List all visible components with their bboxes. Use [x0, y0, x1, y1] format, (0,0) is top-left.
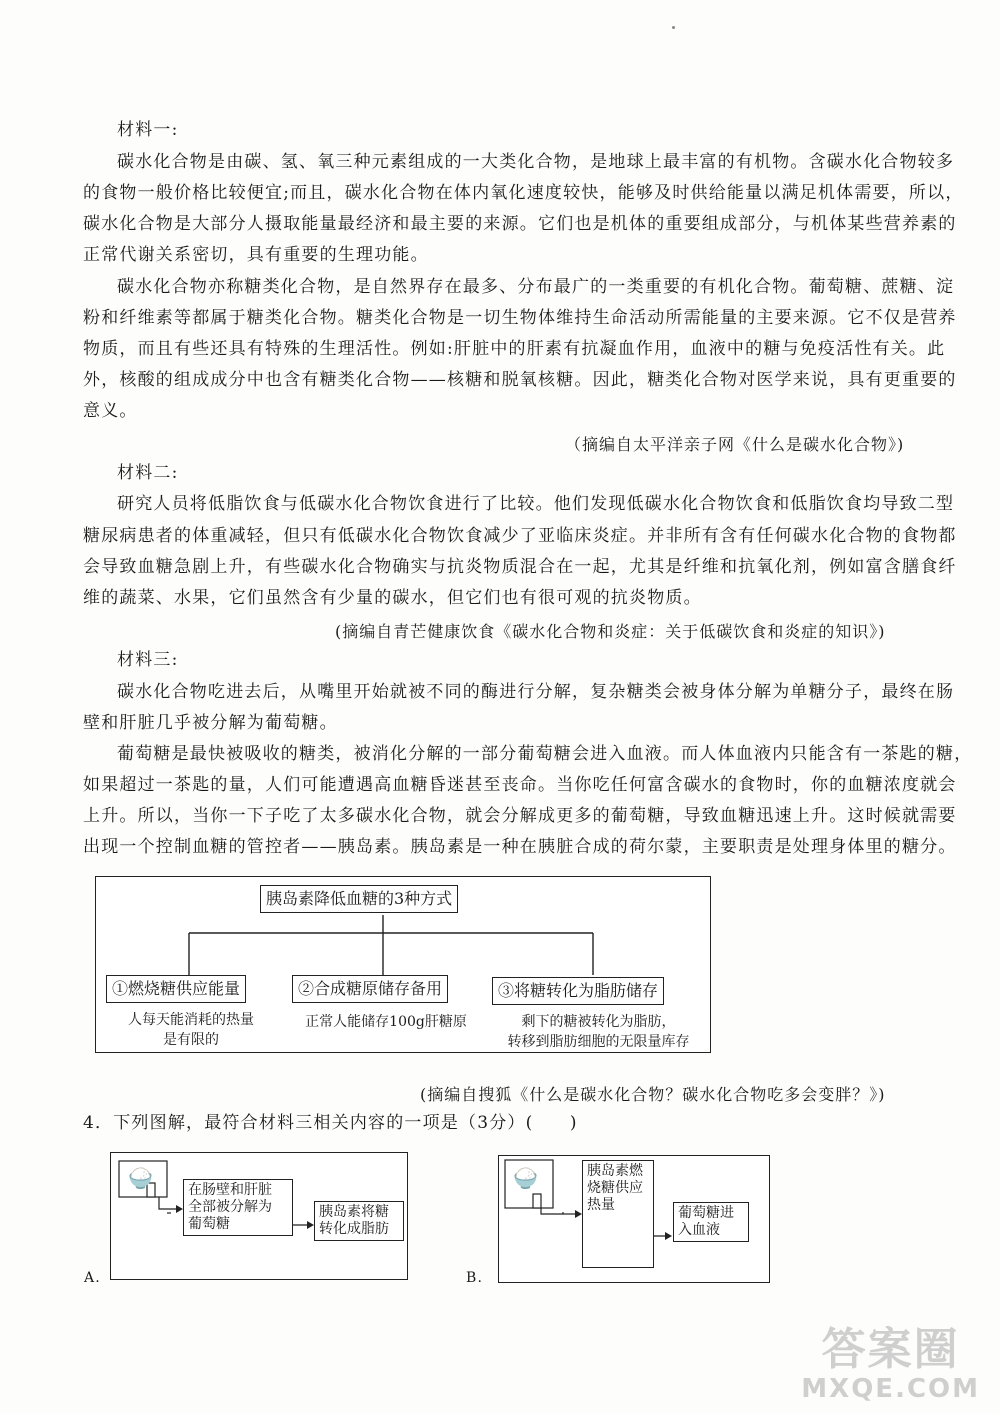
m1-line: 物质，而且有些还具有特殊的生理活性。例如:肝脏中的肝素有抗凝血作用，血液中的糖与免疫活性有关。此 — [83, 339, 946, 359]
m1-line: 正常代谢关系密切，具有重要的生理功能。 — [83, 245, 429, 265]
option-b-letter: B. — [466, 1270, 484, 1286]
m1-line: 粉和纤维素等都属于糖类化合物。糖类化合物是一切生物体维持生命活动所需能量的主要来源。它不仅是营养 — [83, 308, 957, 328]
method-3-desc: 剩下的糖被转化为脂肪， 转移到脂肪细胞的无限量库存 — [507, 1014, 690, 1050]
method-1-desc: 人每天能消耗的热量 是有限的 — [128, 1012, 254, 1048]
m1-line: 碳水化合物是由碳、氢、氧三种元素组成的一大类化合物，是地球上最丰富的有机物。含碳水化合物较多 — [117, 152, 955, 172]
m2-source: (摘编自青芒健康饮食《碳水化合物和炎症：关于低碳饮食和炎症的知识》) — [335, 622, 886, 641]
m1-source: （摘编自太平洋亲子网《什么是碳水化合物》) — [565, 435, 905, 454]
m1-line: 意义。 — [83, 401, 138, 421]
m2-line: 维的蔬菜、水果，它们虽然含有少量的碳水，但它们也有很可观的抗炎物质。 — [83, 588, 702, 608]
option-b-box1: 胰岛素燃 烧糖供应 热量 — [582, 1160, 654, 1268]
rice-bowl-icon: 🍚 — [128, 1166, 153, 1190]
m3-line: 壁和肝脏几乎被分解为葡萄糖。 — [83, 713, 338, 733]
option-a-box2: 胰岛素将糖 转化成脂肪 — [314, 1201, 404, 1241]
m2-line: 糖尿病患者的体重减轻，但只有低碳水化合物饮食减少了亚临床炎症。并非所有含有任何碳水化合物的食物都 — [83, 526, 957, 546]
m1-label: 材料一: — [117, 120, 179, 140]
m1-line: 碳水化合物是大部分人摄取能量最经济和最主要的来源。它们也是机体的重要组成部分，与机体某些营养素的 — [83, 214, 957, 234]
watermark-logo: 答案圈 MXQE.COM — [801, 1324, 980, 1404]
m3-line: 上升。所以，当你一下子吃了太多碳水化合物，就会分解成更多的葡萄糖，导致血糖迅速上升。这时候就需要 — [83, 806, 957, 826]
option-b-box2: 葡萄糖进 入血液 — [673, 1202, 749, 1242]
m3-label: 材料三: — [117, 650, 179, 670]
m3-source: (摘编自搜狐《什么是碳水化合物？碳水化合物吃多会变胖？》) — [420, 1085, 886, 1104]
option-a-diagram[interactable] — [110, 1152, 408, 1280]
method-2-desc: 正常人能储存100g肝糖原 — [305, 1014, 467, 1030]
insulin-diagram — [95, 876, 711, 1053]
option-a-letter: A. — [84, 1270, 101, 1286]
scan-dot — [672, 26, 675, 29]
m3-line: 出现一个控制血糖的管控者——胰岛素。胰岛素是一种在胰脏合成的荷尔蒙，主要职责是处理身体里的糖分。 — [83, 837, 957, 857]
rice-bowl-icon: 🍚 — [513, 1166, 538, 1190]
method-2-box: ②合成糖原储存备用 — [292, 975, 448, 1003]
option-a-box1: 在肠壁和肝脏 全部被分解为 葡萄糖 — [183, 1179, 293, 1236]
m3-line: 碳水化合物吃进去后，从嘴里开始就被不同的酶进行分解，复杂糖类会被身体分解为单糖分子，最终在肠 — [117, 682, 955, 702]
m1-line: 的食物一般价格比较便宜;而且，碳水化合物在体内氧化速度较快，能够及时供给能量以满足机体需要，所以， — [83, 183, 964, 203]
m1-line: 碳水化合物亦称糖类化合物，是自然界存在最多、分布最广的一类重要的有机化合物。葡萄糖、蔗糖、淀 — [117, 277, 955, 297]
question-text: 4．下列图解，最符合材料三相关内容的一项是（3分）( ) — [83, 1113, 578, 1133]
m3-line: 葡萄糖是最快被吸收的糖类，被消化分解的一部分葡萄糖会进入血液。而人体血液内只能含有一茶匙的糖， — [117, 744, 973, 764]
m2-line: 会导致血糖急剧上升，有些碳水化合物确实与抗炎物质混合在一起，尤其是纤维和抗氧化剂，例如富含膳食纤 — [83, 557, 957, 577]
option-b-diagram[interactable] — [498, 1155, 770, 1283]
method-1-box: ①燃烧糖供应能量 — [106, 975, 246, 1003]
m1-line: 外，核酸的组成成分中也含有糖类化合物——核糖和脱氧核糖。因此，糖类化合物对医学来说，具有更重要的 — [83, 370, 957, 390]
method-3-box: ③将糖转化为脂肪储存 — [492, 977, 664, 1005]
diagram-title: 胰岛素降低血糖的3种方式 — [260, 885, 458, 913]
m2-label: 材料二: — [117, 463, 179, 483]
m2-line: 研究人员将低脂饮食与低碳水化合物饮食进行了比较。他们发现低碳水化合物饮食和低脂饮食均导致二型 — [117, 494, 955, 514]
m3-line: 如果超过一茶匙的量，人们可能遭遇高血糖昏迷甚至丧命。当你吃任何富含碳水的食物时，你的血糖浓度就会 — [83, 775, 957, 795]
